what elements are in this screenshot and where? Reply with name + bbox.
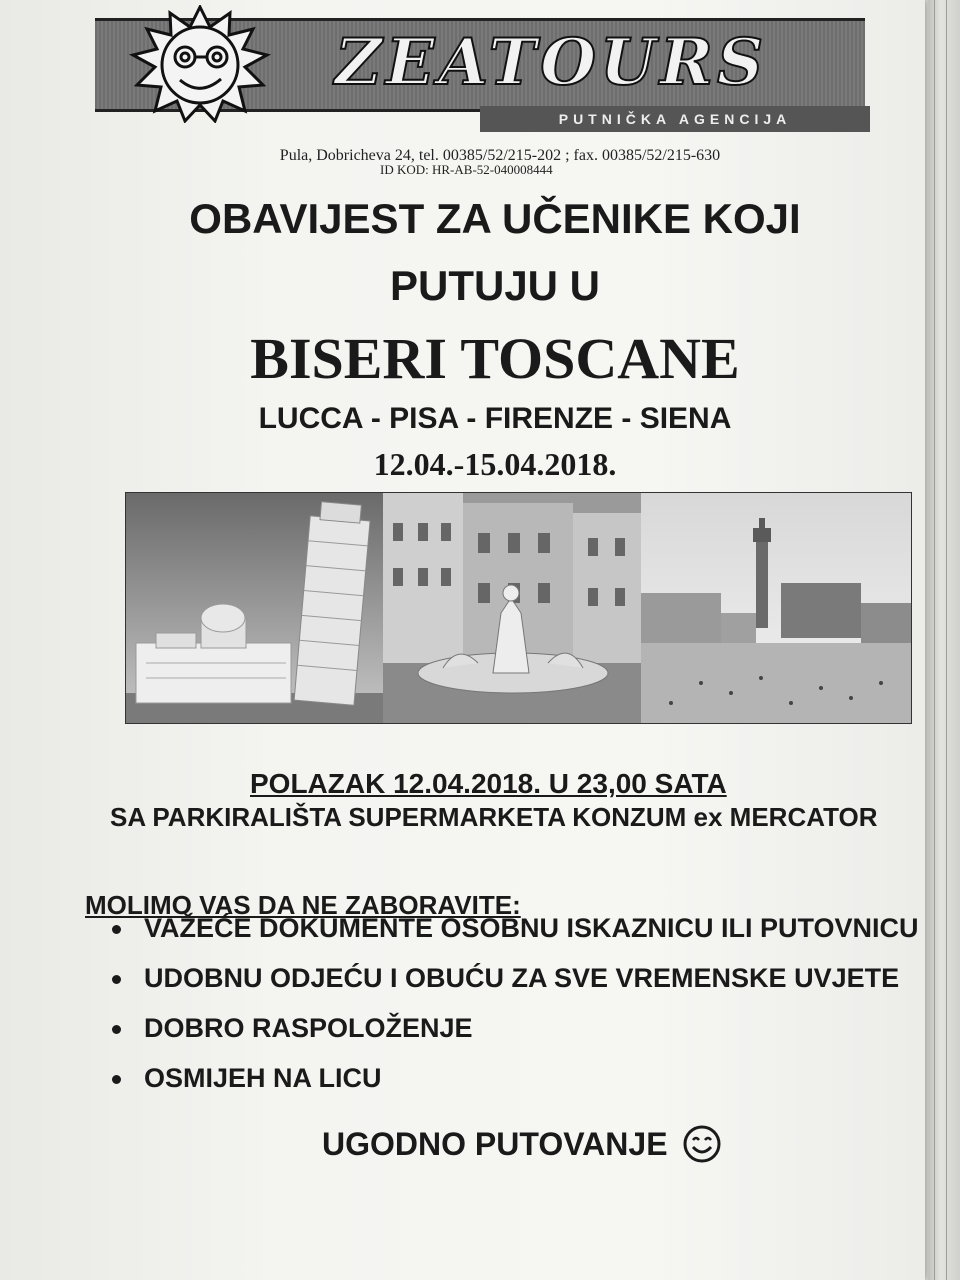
list-item-text: DOBRO RASPOLOŽENJE	[144, 1013, 473, 1043]
bullet-icon	[112, 1025, 121, 1034]
sun-logo-icon	[125, 5, 275, 123]
list-item	[112, 903, 919, 953]
florence-photo	[383, 493, 641, 723]
siena-photo	[641, 493, 911, 723]
id-code: ID KOD: HR-AB-52-040008444	[380, 162, 553, 177]
trip-cities: LUCCA - PISA - FIRENZE - SIENA	[258, 402, 732, 435]
underlying-paper-edge	[928, 0, 960, 1280]
notice-heading-line2: PUTUJU U	[389, 262, 601, 309]
bullet-icon	[112, 975, 121, 984]
bullet-icon	[112, 1075, 121, 1084]
brand-tagline: PUTNIČKA AGENCIJA	[480, 106, 870, 132]
farewell-text: UGODNO PUTOVANJE	[322, 1125, 668, 1162]
list-item-text: UDOBNU ODJEĆU I OBUĆU ZA SVE VREMENSKE UVJETE	[144, 963, 900, 993]
reminder-list	[112, 903, 919, 1103]
notice-heading-line1: OBAVIJEST ZA UČENIKE KOJI	[189, 195, 801, 242]
departure-time: POLAZAK 12.04.2018. U 23,00 SATA	[250, 768, 727, 799]
list-item	[112, 1003, 919, 1053]
smiley-icon	[682, 1124, 722, 1164]
trip-title: BISERI TOSCANE	[250, 326, 740, 391]
edge-line	[946, 0, 947, 1280]
departure-place: SA PARKIRALIŠTA SUPERMARKETA KONZUM ex MERCATOR	[110, 802, 878, 832]
list-item-text: OSMIJEH NA LICU	[144, 1063, 382, 1093]
bullet-icon	[112, 925, 121, 934]
agency-logo	[95, 10, 865, 127]
brand-name: ZEATOURS	[335, 25, 768, 100]
list-item	[112, 1053, 919, 1103]
photo-strip	[125, 492, 912, 724]
trip-dates: 12.04.-15.04.2018.	[373, 446, 617, 482]
edge-line	[934, 0, 935, 1280]
reminder-heading: MOLIMO VAS DA NE ZABORAVITE:	[85, 890, 521, 920]
list-item	[112, 953, 919, 1003]
pisa-photo	[126, 493, 383, 723]
farewell	[322, 1124, 722, 1164]
contact-line: Pula, Dobricheva 24, tel. 00385/52/215-202 ; fax. 00385/52/215-630	[279, 147, 721, 164]
list-item-text: VAŽEĆE DOKUMENTE OSOBNU ISKAZNICU ILI PUTOVNICU	[144, 913, 919, 943]
